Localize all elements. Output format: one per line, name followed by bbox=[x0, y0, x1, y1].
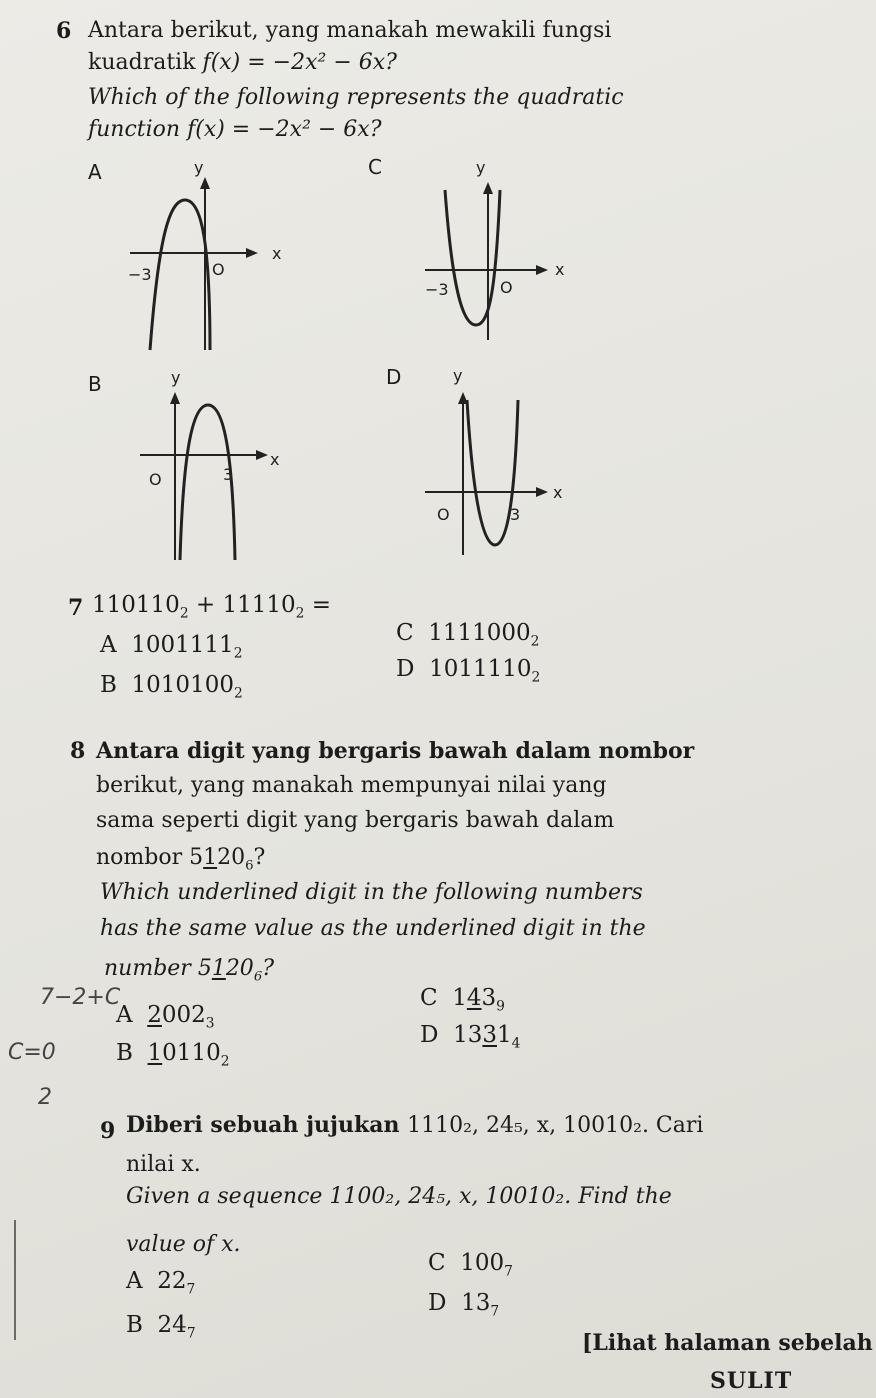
option-value: 1001111 bbox=[131, 632, 234, 658]
page-edge-line bbox=[14, 1220, 16, 1340]
q7-expression bbox=[92, 592, 331, 622]
q6-english-line2 bbox=[88, 117, 382, 142]
q6-option-a-label: A bbox=[88, 160, 102, 184]
graph-c-x-arrow bbox=[536, 265, 548, 275]
option-letter: C bbox=[396, 620, 414, 646]
q6-option-c-label: C bbox=[368, 155, 382, 179]
q6-graph-c bbox=[400, 155, 600, 355]
handwritten-note-2: C=0 bbox=[8, 1040, 56, 1065]
graph-d-tick-right: 3 bbox=[510, 505, 521, 524]
option-base: 2 bbox=[530, 633, 540, 650]
q6-english-prefix: function bbox=[88, 117, 188, 142]
q8-option-b[interactable] bbox=[116, 1040, 230, 1070]
q8-english-number-base: 6 bbox=[253, 969, 263, 985]
option-value: 24 bbox=[157, 1312, 187, 1338]
option-pre: 1 bbox=[452, 985, 467, 1011]
q7-option-d[interactable] bbox=[396, 656, 540, 686]
graph-b-x-arrow bbox=[256, 450, 268, 460]
option-letter: D bbox=[420, 1022, 439, 1048]
option-base: 2 bbox=[233, 645, 243, 662]
option-letter: C bbox=[420, 985, 438, 1011]
graph-a-y-label: y bbox=[194, 158, 204, 177]
q8-english-number-pre: 5 bbox=[197, 956, 212, 981]
q8-number-pre: 5 bbox=[189, 845, 204, 870]
q6-option-d-label: D bbox=[386, 365, 402, 389]
graph-b-y-arrow bbox=[170, 392, 180, 404]
q7-number: 7 bbox=[68, 595, 84, 621]
q9-malay-line1 bbox=[126, 1112, 703, 1138]
q6-number: 6 bbox=[56, 18, 72, 44]
q8-number-post: 20 bbox=[217, 845, 246, 870]
option-pre: 13 bbox=[453, 1022, 483, 1048]
q8-english-number-underlined: 1 bbox=[211, 956, 226, 981]
q9-malay-sequence: 1110₂, 24₅, x, 10010₂. Cari bbox=[407, 1113, 704, 1138]
q9-option-a[interactable] bbox=[126, 1268, 195, 1298]
q7-operand-b: 11110 bbox=[222, 592, 296, 618]
option-base: 2 bbox=[233, 685, 243, 702]
q7-equals: = bbox=[311, 592, 332, 618]
q8-english-line2: has the same value as the underlined digit in the bbox=[100, 916, 646, 941]
option-letter: B bbox=[126, 1312, 143, 1338]
q9-number: 9 bbox=[100, 1118, 116, 1144]
option-letter: A bbox=[116, 1002, 133, 1028]
graph-c-curve bbox=[445, 190, 500, 325]
q9-malay-line2: nilai x. bbox=[126, 1152, 201, 1177]
q6-malay-line1: Antara berikut, yang manakah mewakili fungsi bbox=[88, 18, 612, 43]
option-value: 100 bbox=[460, 1250, 505, 1276]
handwritten-note-1: 7−2+C bbox=[40, 985, 121, 1010]
q6-graph-b bbox=[135, 365, 335, 565]
q8-malay-prefix: nombor bbox=[96, 845, 190, 870]
q8-malay-line3: sama seperti digit yang bergaris bawah dalam bbox=[96, 808, 615, 833]
graph-a-curve bbox=[150, 200, 210, 350]
option-value: 22 bbox=[157, 1268, 187, 1294]
option-post: 1 bbox=[497, 1022, 512, 1048]
graph-b-x-label: x bbox=[270, 450, 280, 469]
graph-c-tick-right: O bbox=[500, 278, 513, 297]
option-value: 1010100 bbox=[131, 672, 234, 698]
graph-c-tick-left: −3 bbox=[425, 280, 449, 299]
q6-graph-d bbox=[425, 365, 625, 565]
q8-malay-line2: berikut, yang manakah mempunyai nilai yang bbox=[96, 773, 607, 798]
next-page-note: [Lihat halaman sebelah bbox=[582, 1330, 873, 1356]
handwritten-note-3: 2 bbox=[38, 1085, 52, 1110]
graph-c-y-label: y bbox=[476, 158, 486, 177]
q6-function: f(x) = −2x² − 6x? bbox=[202, 50, 397, 75]
q7-option-c[interactable] bbox=[396, 620, 539, 650]
q6-graph-a bbox=[110, 155, 310, 355]
graph-a-x-arrow bbox=[246, 248, 258, 258]
option-value: 13 bbox=[461, 1290, 491, 1316]
graph-a-x-label: x bbox=[272, 244, 282, 263]
q8-number-base: 6 bbox=[245, 858, 254, 874]
q7-option-a[interactable] bbox=[100, 632, 242, 662]
option-underlined: 3 bbox=[482, 1022, 497, 1048]
q9-option-d[interactable] bbox=[428, 1290, 499, 1320]
q8-english-prefix: number bbox=[104, 956, 198, 981]
q9-option-c[interactable] bbox=[428, 1250, 513, 1280]
graph-d-x-label: x bbox=[553, 483, 563, 502]
q8-option-c[interactable] bbox=[420, 985, 505, 1015]
option-letter: D bbox=[428, 1290, 447, 1316]
q7-base-a: 2 bbox=[179, 605, 189, 622]
graph-a-tick-left: −3 bbox=[128, 265, 152, 284]
q8-option-d[interactable] bbox=[420, 1022, 520, 1052]
q7-plus: + bbox=[195, 592, 216, 618]
option-underlined: 2 bbox=[147, 1002, 162, 1028]
q8-option-a[interactable] bbox=[116, 1002, 215, 1032]
option-post: 002 bbox=[161, 1002, 206, 1028]
option-letter: A bbox=[126, 1268, 143, 1294]
q8-malay-line1: Antara digit yang bergaris bawah dalam nombor bbox=[96, 738, 695, 764]
q6-malay-prefix: kuadratik bbox=[88, 50, 203, 75]
option-base: 7 bbox=[490, 1303, 500, 1320]
q7-option-b[interactable] bbox=[100, 672, 243, 702]
graph-d-y-label: y bbox=[453, 366, 463, 385]
graph-c-x-label: x bbox=[555, 260, 565, 279]
q8-number-underlined: 1 bbox=[203, 845, 218, 870]
option-base: 3 bbox=[205, 1015, 215, 1032]
option-letter: B bbox=[100, 672, 117, 698]
q8-number: 8 bbox=[70, 738, 86, 764]
q8-english-qmark: ? bbox=[262, 956, 274, 981]
option-letter: D bbox=[396, 656, 415, 682]
option-value: 1011110 bbox=[429, 656, 532, 682]
q7-base-b: 2 bbox=[295, 605, 305, 622]
q9-malay-prefix: Diberi sebuah jujukan bbox=[126, 1112, 408, 1138]
option-base: 2 bbox=[531, 669, 541, 686]
option-letter: C bbox=[428, 1250, 446, 1276]
option-base: 2 bbox=[220, 1053, 230, 1070]
q8-qmark: ? bbox=[253, 845, 266, 870]
option-base: 4 bbox=[511, 1035, 521, 1052]
q9-english-prefix: Given a sequence bbox=[126, 1184, 330, 1209]
option-base: 7 bbox=[186, 1281, 196, 1298]
q7-operand-a: 110110 bbox=[92, 592, 180, 618]
option-value: 1111000 bbox=[428, 620, 531, 646]
option-letter: A bbox=[100, 632, 117, 658]
q6-malay-line2 bbox=[88, 50, 397, 75]
graph-b-y-label: y bbox=[171, 368, 181, 387]
q9-english-line1 bbox=[126, 1184, 672, 1209]
option-post: 3 bbox=[481, 985, 497, 1011]
q6-english-function: f(x) = −2x² − 6x? bbox=[187, 117, 382, 142]
graph-d-tick-left: O bbox=[437, 505, 450, 524]
q8-english-line3 bbox=[104, 956, 274, 984]
option-base: 9 bbox=[496, 998, 505, 1015]
option-underlined: 4 bbox=[466, 985, 482, 1011]
q6-option-b-label: B bbox=[88, 372, 102, 396]
q9-english-sequence: 1100₂, 24₅, x, 10010₂. Find the bbox=[329, 1184, 672, 1209]
q9-english-line2: value of x. bbox=[126, 1232, 241, 1257]
graph-c-y-arrow bbox=[483, 182, 493, 194]
option-letter: B bbox=[116, 1040, 133, 1066]
graph-a-tick-right: O bbox=[212, 260, 225, 279]
q6-english-line1: Which of the following represents the quadratic bbox=[88, 85, 624, 110]
option-post: 0110 bbox=[162, 1040, 221, 1066]
graph-d-x-arrow bbox=[536, 487, 548, 497]
graph-b-tick-left: O bbox=[149, 470, 162, 489]
q8-english-number-post: 20 bbox=[225, 956, 254, 981]
q9-option-b[interactable] bbox=[126, 1312, 196, 1342]
graph-a-y-arrow bbox=[200, 177, 210, 189]
q8-malay-line4 bbox=[96, 845, 265, 873]
sulit-label: SULIT bbox=[710, 1368, 793, 1394]
option-base: 7 bbox=[504, 1263, 513, 1280]
graph-b-tick-right: 3 bbox=[223, 465, 234, 484]
option-underlined: 1 bbox=[147, 1040, 163, 1066]
option-base: 7 bbox=[186, 1325, 196, 1342]
q8-english-line1: Which underlined digit in the following numbers bbox=[100, 880, 643, 905]
